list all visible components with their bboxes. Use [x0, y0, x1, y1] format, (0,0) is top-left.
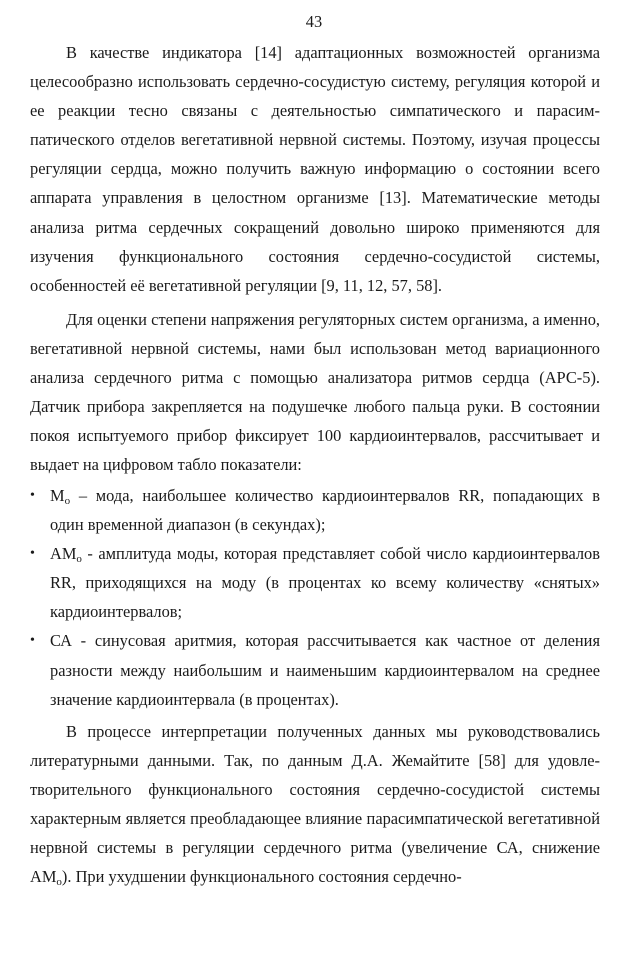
term-description: - амплитуда моды, которая представляет собой число кардиоинтервалов RR, приходящихся на моду (в процентах ко всему количеству «снятых» кардиоинтервалов;: [50, 544, 600, 622]
paragraph-text-part: В процессе интерпретации полученных данных мы руководствовались литературными данными. Так, по данным Д.А. Жемайтите [58] для удовлетворительного функционального состояния сердечно-сосудистой системы характерным является преобладающее влияние парасимпатической вегетативной нервной системы в регуляции сердечного ритма (увеличение СА, снижение АМ: [30, 722, 600, 887]
list-item-text: [50, 626, 600, 713]
term-subscript: о: [64, 495, 71, 507]
paragraph-text: [30, 717, 600, 892]
paragraph-text-part: ). При ухудшении функционального состояния сердечно-: [61, 867, 462, 887]
term-label: АМ: [50, 544, 77, 564]
term-label: М: [50, 486, 65, 505]
indicator-list: [30, 481, 600, 714]
list-item-arrhythmia: [30, 626, 600, 713]
list-item-mode: [30, 481, 600, 539]
list-item-amplitude: [30, 539, 600, 626]
paragraph-indicator: [30, 38, 600, 300]
page-number: 43: [305, 12, 323, 31]
term-description: – мода, наибольшее количество кардиоинтервалов RR, попадающих в один временной диапазон (в секундах);: [50, 486, 600, 535]
bullet-icon: •: [30, 546, 35, 562]
paragraph-method: [30, 305, 600, 480]
term-subscript: о: [76, 553, 82, 566]
term-label: СА: [50, 631, 72, 651]
term-subscript: о: [56, 876, 62, 889]
list-item-text: [50, 481, 600, 539]
bullet-icon: •: [30, 633, 35, 649]
paragraph-interpretation: [30, 717, 600, 892]
list-item-text: [50, 539, 600, 626]
paragraph-text: В качестве индикатора [14] адаптационных возможностей организма целесообразно использовать сердечно-сосудистую систему, регуляция которой и ее реакции тесно связаны с деятельностью симпатического и парасимпатического отделов вегетативной нервной системы. Поэтому, изучая процессы регуляции сердца, можно получить важную информацию о состоянии всего аппарата управления в целостном организме [13]. Математические методы анализа ритма сердечных сокращений довольно широко применяются для изучения функционального состояния сердечно-сосудистой системы, особенностей её вегетативной регуляции [9, 11, 12, 57, 58].: [30, 43, 600, 295]
bullet-icon: •: [30, 488, 35, 503]
term-description: - синусовая аритмия, которая рассчитывается как частное от деления разности между наибольшим и наименьшим кардиоинтервалом на среднее значение кардиоинтервала (в процентах).: [50, 631, 600, 709]
paragraph-text: Для оценки степени напряжения регуляторных систем организма, а именно, вегетативной нервной системы, нами был использован метод вариационного анализа сердечного ритма с помощью анализатора ритмов сердца (АРС-5). Датчик прибора закрепляется на подушечке любого пальца руки. В состоянии покоя испытуемого прибор фиксирует 100 кардиоинтервалов, рассчитывает и выдает на цифровом табло показатели:: [30, 310, 600, 475]
